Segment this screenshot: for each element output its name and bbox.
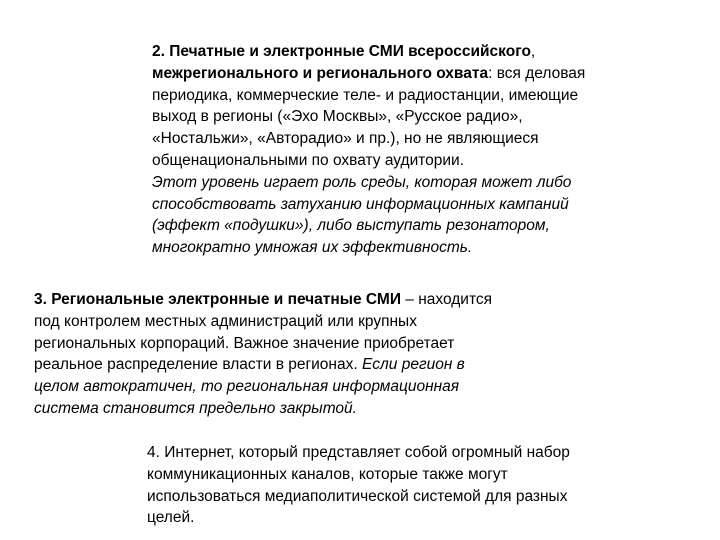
- section-3-line-2: под контролем местных администраций или крупных: [34, 312, 417, 330]
- section-3-line-5: целом автократичен, то региональная информационная: [34, 378, 460, 396]
- section-2-line-4: выход в регионы («Эхо Москвы», «Русское радио»,: [152, 108, 523, 126]
- section-2-line-3: периодика, коммерческие теле- и радиостанции, имеющие: [152, 86, 579, 104]
- section-4-paragraph: [147, 442, 667, 529]
- section-2-paragraph: [152, 41, 672, 259]
- section-3-line-4: реальное распределение власти в регионах. Если регион в: [34, 356, 465, 374]
- section-3-line-1: 3. Региональные электронные и печатные СМИ – находится: [34, 291, 493, 308]
- section-3-line-3: региональных корпораций. Важное значение приобретает: [34, 334, 455, 352]
- section-2-line-2: межрегионального и регионального охвата: вся деловая: [152, 64, 586, 82]
- section-2-italic-line-2: способствовать затуханию информационных кампаний: [152, 195, 569, 213]
- section-4-line-3: использоваться медиаполитической системой для разных: [147, 487, 568, 505]
- section-2-italic-line-3: (эффект «подушки»), либо выступать резонатором,: [152, 217, 550, 235]
- section-4-line-2: коммуникационных каналов, которые также могут: [147, 465, 508, 483]
- section-3-paragraph: [34, 289, 582, 420]
- section-2-italic-line-4: многократно умножая их эффективность.: [152, 239, 473, 257]
- section-4-line-1: 4. Интернет, который представляет собой огромный набор: [147, 444, 570, 461]
- section-4-line-4: целей.: [147, 509, 195, 527]
- section-2-line-1: 2. Печатные и электронные СМИ всероссийского,: [152, 43, 536, 60]
- section-3-line-6: система становится предельно закрытой.: [34, 399, 357, 417]
- section-2-line-6: общенациональными по охвату аудитории.: [152, 151, 465, 169]
- section-2-line-5: «Ностальжи», «Авторадио» и пр.), но не являющиеся: [152, 130, 539, 148]
- section-2-italic-line-1: Этот уровень играет роль среды, которая может либо: [152, 173, 572, 191]
